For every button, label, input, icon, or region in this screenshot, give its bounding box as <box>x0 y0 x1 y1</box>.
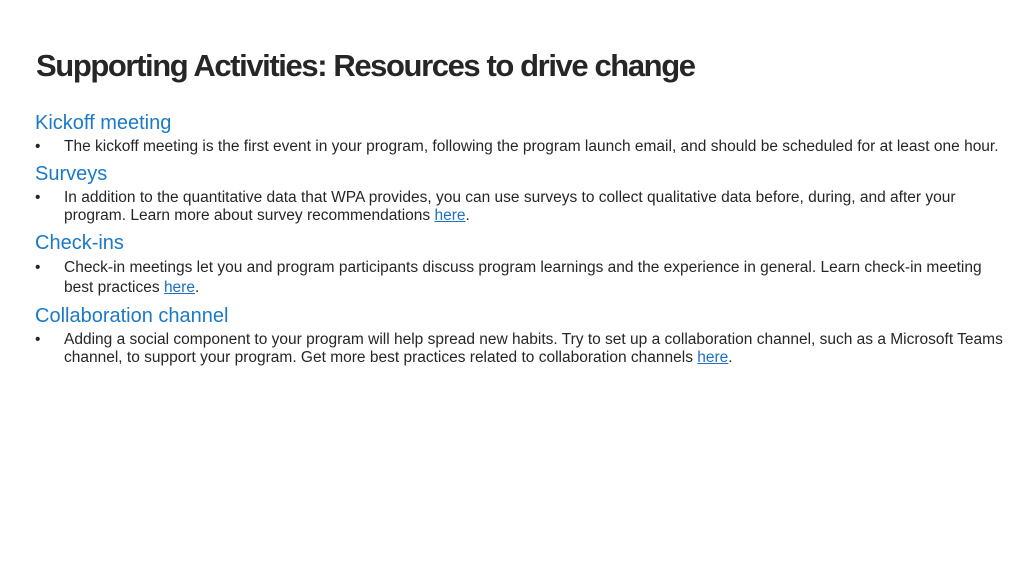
check-in-best-practices-link[interactable]: here <box>163 279 195 296</box>
bullet-item <box>35 189 1010 226</box>
section-check-ins <box>35 230 1010 299</box>
bullet-icon: • <box>35 138 41 155</box>
bullet-text: The kickoff meeting is the first event in your program, following the program launch email, and should be scheduled for at least one hour. <box>64 138 999 155</box>
bullet-tail: . <box>728 349 733 366</box>
bullet-item <box>35 331 1010 368</box>
bullet-text: Check-in meetings let you and program participants discuss program learnings and the experience in general. Learn check-in meeting best practices <box>64 258 982 296</box>
bullet-icon: • <box>35 258 41 276</box>
bullet-text: Adding a social component to your program will help spread new habits. Try to set up a collaboration channel, such as a Microsoft Teams channel, to support your program. Get more best practices related to collaboration channels <box>64 330 1003 366</box>
bullet-tail: . <box>194 279 200 296</box>
collaboration-channels-link[interactable]: here <box>697 349 729 366</box>
section-surveys <box>35 161 1010 226</box>
survey-recommendations-link[interactable]: here <box>434 207 466 224</box>
page-title: Supporting Activities: Resources to drive change <box>36 48 695 83</box>
section-heading: Check-ins <box>35 231 124 254</box>
section-kickoff-meeting <box>35 110 1010 157</box>
section-heading: Collaboration channel <box>35 304 229 327</box>
section-heading: Kickoff meeting <box>35 112 172 134</box>
bullet-icon: • <box>35 188 41 206</box>
section-heading: Surveys <box>35 162 108 185</box>
section-collaboration-channel <box>35 303 1010 368</box>
bullet-item <box>35 138 1010 157</box>
bullet-item <box>35 258 1010 299</box>
bullet-text: In addition to the quantitative data that WPA provides, you can use surveys to collect qualitative data before, during, and after your program. Learn more about survey recommendations <box>64 188 956 224</box>
bullet-icon: • <box>35 330 41 348</box>
bullet-tail: . <box>465 207 470 224</box>
content-area <box>35 110 1010 372</box>
